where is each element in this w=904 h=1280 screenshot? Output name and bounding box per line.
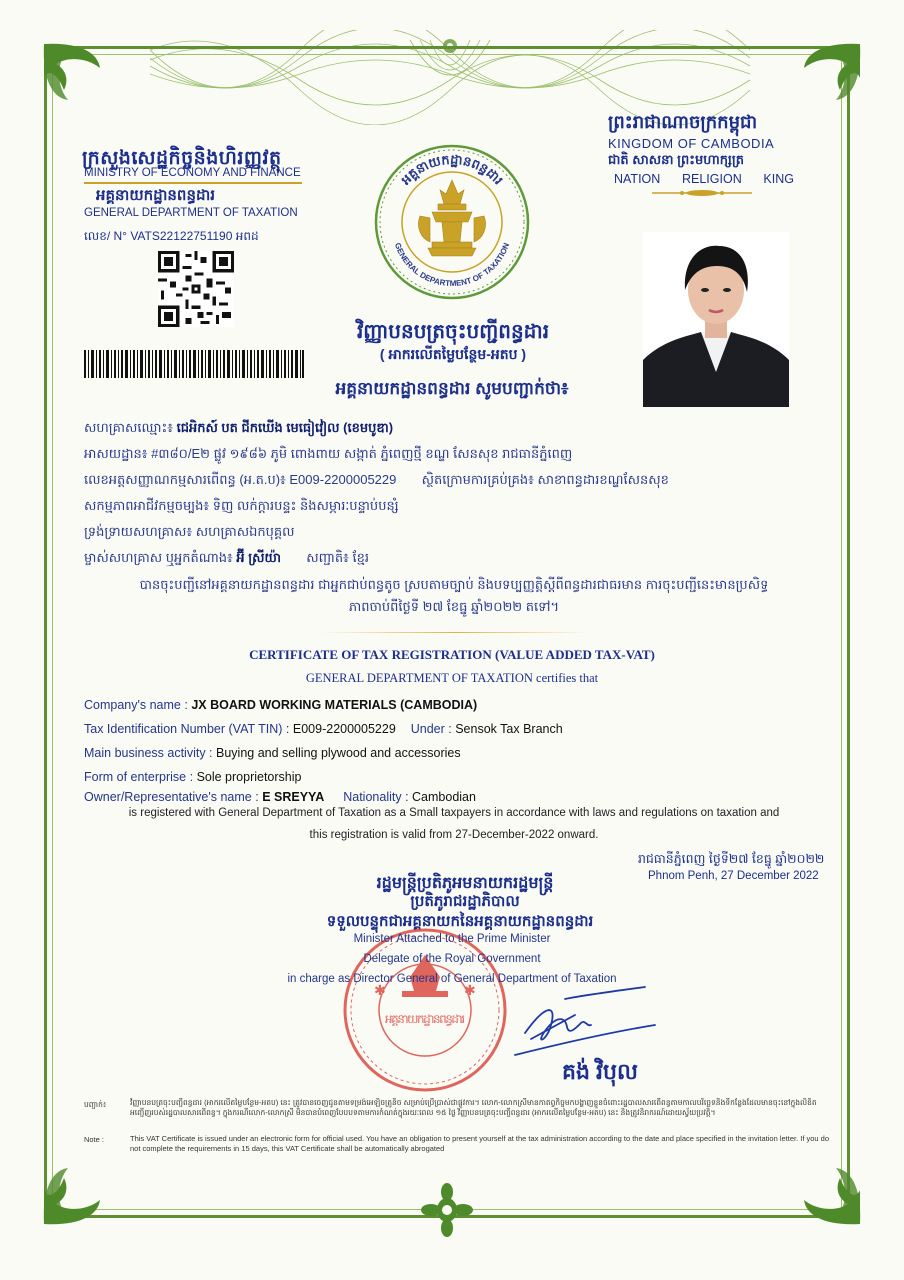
motto-nation: NATION (614, 172, 661, 186)
stamp-text: អគ្គនាយកដ្ឋានពន្ធដារ (385, 1012, 465, 1026)
registration-statement-en (84, 802, 824, 846)
motto-divider-ornament (652, 189, 752, 197)
form-row-en (84, 770, 301, 784)
corner-ornament-icon (776, 38, 866, 128)
form-label-en: Form of enterprise : (84, 770, 194, 784)
issue-date-km: រាជធានីភ្នំពេញ ថ្ងៃទី២៧ ខែធ្នូ ឆ្នាំ២០២២ (638, 852, 825, 866)
corner-ornament-icon (38, 38, 128, 128)
signer-title-en-1: Minister Attached to the Prime Minister (353, 933, 551, 945)
under-label-en: Under : (410, 722, 452, 736)
form-row-km (84, 524, 295, 543)
section-divider (320, 632, 590, 633)
nationality-value-km: ខ្មែរ (352, 550, 369, 565)
nationality-value-en: Cambodian (412, 790, 476, 804)
svg-text:✱: ✱ (464, 982, 476, 998)
signer-name-km: គង់ វិបុល (562, 1059, 638, 1084)
company-label-en: Company's name : (84, 698, 188, 712)
address-value-km: #៣៨០/E២ ផ្លូវ ១៩៨៦ ភូមិ ពោងពាយ សង្កាត់ ភ្នំពេញថ្មី ខណ្ឌ សែនសុខ រាជធានីភ្នំពេញ (151, 446, 573, 461)
motto-en (614, 172, 794, 186)
official-red-stamp (340, 925, 510, 1095)
activity-row-km (84, 498, 399, 517)
nationality-label-km: សញ្ជាតិ៖ (306, 550, 349, 565)
barcode (84, 350, 304, 378)
note-text-en: This VAT Certificate is issued under an electronic form for official used. You have an obligation to present yourself at the tax administration according to the date and place specified in the invitation letter. If you do not complete the requirements in 15 days, this VAT Certificate shall be automatically abrogated (130, 1134, 830, 1153)
owner-label-km: ម្ចាស់សហគ្រាស ឬអ្នកតំណាង៖ (84, 550, 233, 565)
address-row-km (84, 446, 572, 465)
note-text-km: វិញ្ញាបនបត្រចុះបញ្ជីពន្ធដារ (អាករលើតម្លៃបន្ថែម-អតប) នេះ ត្រូវបានចេញជូនតាមទម្រង់អេឡិចត្រូនិច សម្រាប់ប្រើប្រាស់ជាផ្លូវការ។ លោក-លោកស្រីមានកាតព្វកិច្ចមកបង្ហាញខ្លួនចំពោះរដ្ឋបាលសារពើពន្ធតាមកាលបរិច្ឆេទនិងទីកន្លែងដែលមានចុះនៅក្នុងលិខិតអញ្ជើញរបស់រដ្ឋបាលសារពើពន្ធ។ ក្នុងករណីលោក-លោកស្រី មិនបានបំពេញបែបបទតាមការកំណត់ក្នុងរយៈពេល ១៥ ថ្ងៃ វិញ្ញាបនបត្រចុះបញ្ជីពន្ធដារ (អាករលើតម្លៃបន្ថែម-អតប) នេះ និងត្រូវនិរាករណ៍ដោយស្វ័យប្រវត្តិ។ (130, 1098, 817, 1117)
certify-statement-en: GENERAL DEPARTMENT OF TAXATION certifies that (305, 671, 599, 685)
kingdom-name-km: ព្រះរាជាណាចក្រកម្ពុជា (608, 112, 758, 132)
certificate-title-en: CERTIFICATE OF TAX REGISTRATION (VALUE ADDED TAX-VAT) (249, 647, 655, 662)
statement-en-line-1: is registered with General Department of Taxation as a Small taxpayers in accordance with laws and regulations on taxation and (128, 807, 780, 819)
department-name-km: អគ្គនាយកដ្ឋានពន្ធដារ (96, 187, 216, 204)
qr-code (158, 250, 234, 328)
tin-value-km: E009-2200005229 (289, 472, 397, 487)
signer-title-km-3: ទទួលបន្ទុកជាអគ្គនាយកនៃអគ្គនាយកដ្ឋានពន្ធដារ (326, 913, 594, 930)
address-label-km: អាសយដ្ឋាន៖ (84, 446, 148, 461)
motto-km: ជាតិ សាសនា ព្រះមហាក្សត្រ (608, 152, 744, 167)
signer-title-km-2: ប្រតិភូរាជរដ្ឋាភិបាល (410, 893, 520, 910)
under-label-km: ស្ថិតក្រោមការគ្រប់គ្រង៖ (421, 472, 534, 487)
under-value-km: សាខាពន្ធដារខណ្ឌសែនសុខ (537, 472, 669, 487)
statement-en-line-2: this registration is valid from 27-December-2022 onward. (309, 829, 599, 841)
tin-row-en (84, 722, 563, 736)
activity-row-en (84, 746, 461, 760)
nationality-label-en: Nationality : (343, 790, 409, 804)
motto-religion: RELIGION (681, 172, 742, 186)
ministry-name-en: MINISTRY OF ECONOMY AND FINANCE (84, 167, 301, 179)
signer-title-en-2: Delegate of the Royal Government (363, 953, 541, 965)
owner-value-en: E SREYYA (262, 790, 325, 804)
certificate-title-km: វិញ្ញាបនបត្រចុះបញ្ជីពន្ធដារ (356, 321, 550, 343)
form-label-km: ទ្រង់ទ្រាយសហគ្រាស៖ (84, 524, 193, 539)
owner-row-km (84, 550, 369, 569)
statement-km-line-1: បានចុះបញ្ជីនៅអគ្គនាយកដ្ឋានពន្ធដារ ជាអ្នកជាប់ពន្ធតូច ស្របតាមច្បាប់ និងបទប្បញ្ញត្តិស្តីពីពន្ធដារជាធរមាន ការចុះបញ្ជីនេះមានប្រសិទ្ធ (139, 577, 769, 592)
ministry-name-km: ក្រសួងសេដ្ឋកិច្ចនិងហិរញ្ញវត្ថុ (82, 148, 282, 169)
owner-label-en: Owner/Representative's name : (84, 790, 259, 804)
company-value-km: ជេអិកស៍ បត ជីកឃើង មេធៀវៀល (ខេមបូឌា) (176, 420, 394, 435)
kingdom-name-en: KINGDOM OF CAMBODIA (608, 136, 775, 151)
note-label-km: បញ្ជាក់៖ (84, 1100, 107, 1109)
statement-km-line-2: ភាពចាប់ពីថ្ងៃទី ២៧ ខែធ្នូ ឆ្នាំ២០២២ តទៅ។ (348, 599, 560, 614)
company-row-km (84, 420, 393, 439)
tin-label-km: លេខអត្តសញ្ញាណកម្មសារពើពន្ធ (អ.ត.ប)៖ (84, 472, 286, 487)
note-label-en: Note : (84, 1135, 105, 1144)
form-value-km: សហគ្រាសឯកបុគ្គល (195, 524, 295, 539)
owner-value-km: អ៊ី ស្រីយ៉ា (236, 550, 281, 565)
department-name-en: GENERAL DEPARTMENT OF TAXATION (84, 207, 298, 219)
activity-label-en: Main business activity : (84, 746, 213, 760)
signer-title-km-1: រដ្ឋមន្ត្រីប្រតិភូអមនាយករដ្ឋមន្ត្រី (376, 875, 554, 892)
company-row-en (84, 698, 477, 712)
activity-value-en: Buying and selling plywood and accessories (216, 746, 461, 760)
signer-title-en-3: in charge as Director General of General Department of Taxation (287, 973, 617, 985)
tin-row-km (84, 472, 669, 491)
company-value-en: JX BOARD WORKING MATERIALS (CAMBODIA) (191, 698, 478, 712)
form-value-en: Sole proprietorship (196, 770, 302, 784)
certificate-subtitle-km: ( អាករលើតម្លៃបន្ថែម-អតប ) (379, 346, 527, 362)
gdt-seal-emblem (372, 142, 532, 302)
tin-value-en: E009-2200005229 (292, 722, 396, 736)
corner-ornament-icon (38, 1140, 128, 1230)
issue-date-en: Phnom Penh, 27 December 2022 (648, 870, 819, 882)
activity-value-km: ទិញ លក់ក្តារបន្ទះ និងសម្ភារៈបន្ទាប់បន្សំ (212, 498, 399, 513)
header-divider (84, 182, 302, 184)
certify-statement-km: អគ្គនាយកដ្ឋានពន្ធដារ សូមបញ្ជាក់ថា៖ (335, 379, 569, 398)
tin-label-en: Tax Identification Number (VAT TIN) : (84, 722, 290, 736)
under-value-en: Sensok Tax Branch (455, 722, 563, 736)
activity-label-km: សកម្មភាពអាជីវកម្មចម្បង៖ (84, 498, 210, 513)
company-label-km: សហគ្រាសឈ្មោះ៖ (84, 420, 173, 435)
registration-statement-km (84, 574, 824, 618)
reference-number: លេខ/ N° VATS22122751190 អពដ (84, 229, 259, 243)
seal-bottom-text: GENERAL DEPARTMENT OF TAXATION (392, 241, 512, 289)
seal-top-text: អគ្គនាយកដ្ឋានពន្ធដារ (398, 152, 506, 189)
motto-king: KING (763, 172, 794, 186)
svg-text:✱: ✱ (374, 982, 386, 998)
lotus-ornament-icon (417, 1182, 477, 1238)
